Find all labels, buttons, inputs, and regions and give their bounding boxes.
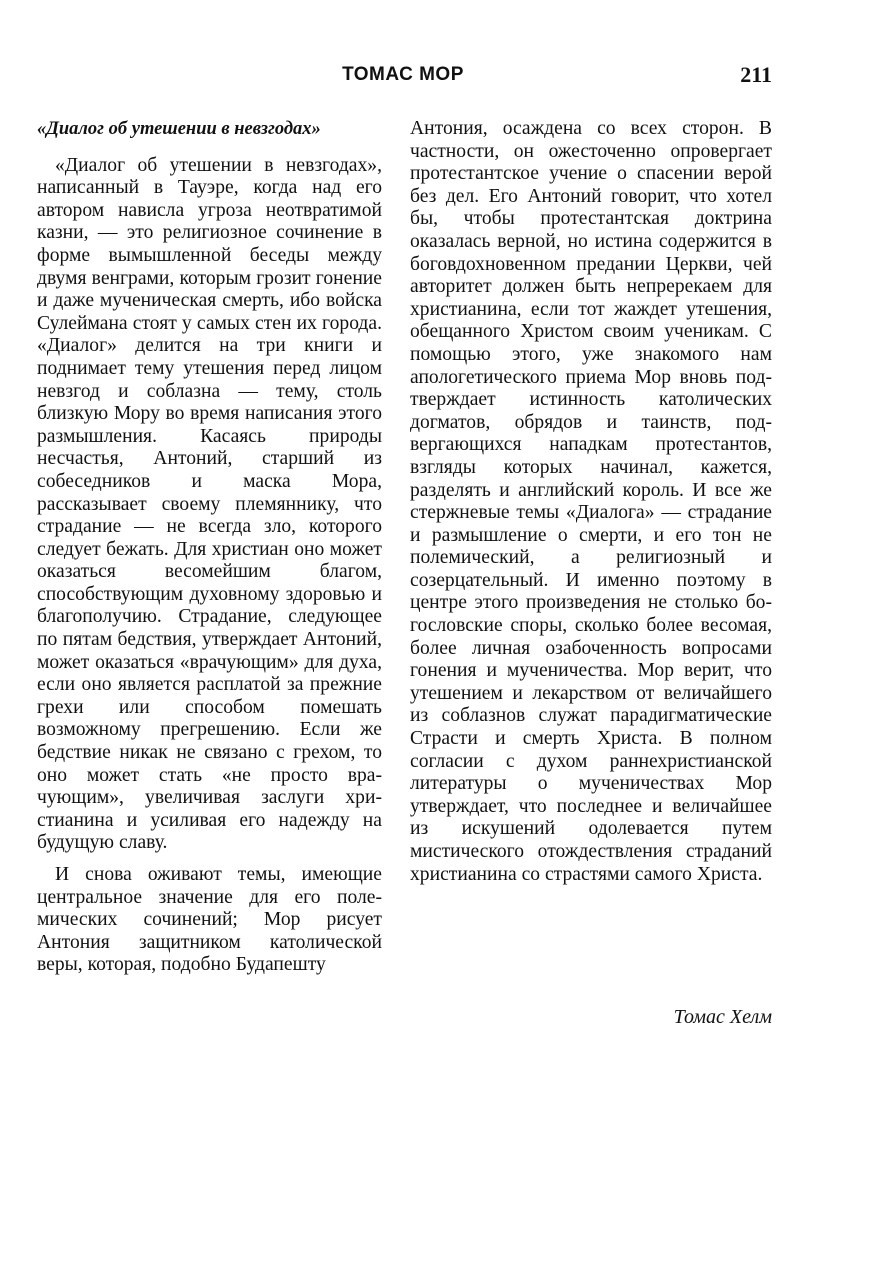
paragraph: И снова оживают темы, имеющие центральное значение для его полемических сочинений; Мор рисует Антония защитником католической веры, которая, подобно Будапешту: [37, 864, 382, 976]
page-number: 211: [740, 62, 772, 87]
author-signature: Томас Хелм: [673, 1006, 772, 1028]
right-column: [410, 118, 772, 886]
page-header: [34, 64, 772, 98]
left-column: [37, 118, 382, 977]
paragraph: «Диалог об утешении в невзгодах», написанный в Тауэре, когда над его автором нависла угроза неотвратимой казни, — это религиозное сочинение в форме вымышленной беседы между двумя венграми, которым грозит гонение и даже мученическая смерть, ибо войска Сулеймана стоят у самых стен их города. «Диалог» делится на три книги и поднимает тему утешения перед лицом невзгод и соблазна — тему, столь близкую Мору во время написания этого размышления. Касаясь природы несчастья, Антоний, старший из собеседников и маска Мора, рассказывает своему племяннику, что страдание — не всегда зло, которого следует бежать. Для христиан оно может оказаться весомейшим благом, способствующим духовному здоровью и благополучию. Страдание, следующее по пятам бедствия, утверждает Антоний, может оказаться «врачующим» для духа, если оно является расплатой за прежние грехи или способом помешать возможному прегрешению. Если же бедствие никак не связано с грехом, то оно может стать «не просто врачующим», увеличивая заслуги христианина и усиливая его надежду на будущую славу.: [37, 154, 382, 854]
paragraph-continuation: Антония, осаждена со всех сторон. В частности, он ожесточенно опровергает протестантское учение о спасении верой без дел. Его Антоний говорит, что хотел бы, чтобы протестантская доктрина оказалась верной, но истина содержится в боговдохновенном предании Церкви, чей авторитет должен быть непререкаем для христианина, если тот жаждет утешения, обещанного Христом своим ученикам. С помощью этого, уже знакомого нам апологетического приема Мор вновь подтверждает истинность католических догматов, обрядов и таинств, подвергающихся нападкам протестантов, взгляды которых начинал, кажется, разделять и английский король. И все же стержневые темы «Диалога» — страдание и размышление о смерти, и его тон не полемический, а религиозный и созерцательный. И именно поэтому в центре этого произведения не столько богословские споры, сколько более весомая, более личная озабоченность вопросами гонения и мученичества. Мор верит, что утешением и лекарством от величайшего из соблазнов служат парадигматические Страсти и смерть Христа. В полном согласии с духом раннехристианской литературы о мученичествах Мор утверждает, что последнее и величайшее из искушений одолевается путем мистического отождествления страданий христианина со страстями самого Христа.: [410, 118, 772, 885]
section-title: «Диалог об утешении в невзгодах»: [37, 119, 321, 139]
running-head: ТОМАС МОР: [342, 64, 464, 85]
